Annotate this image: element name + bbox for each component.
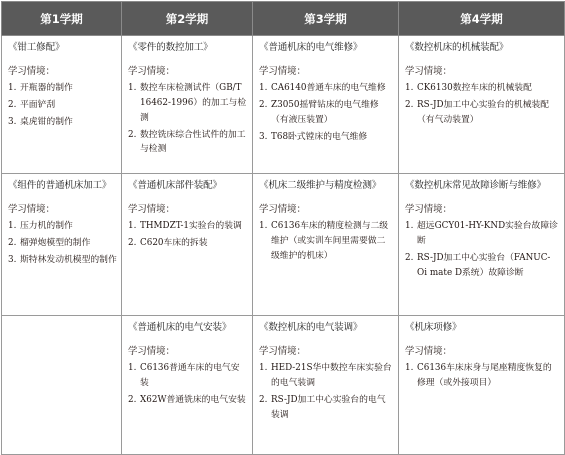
learning-context-label: 学习情境：: [259, 345, 306, 357]
header-semester-3: 第3学期: [253, 2, 399, 36]
item-number: 2.: [128, 394, 137, 405]
item-number: 3.: [259, 131, 268, 142]
list-item: [128, 219, 248, 234]
item-number: 1.: [128, 363, 137, 374]
curriculum-table: [1, 1, 565, 455]
header-row: [2, 2, 565, 36]
learning-context-list: [128, 219, 248, 251]
item-number: 3.: [8, 254, 17, 265]
course-cell: [399, 174, 565, 316]
item-text: T68卧式镗床的电气维修: [271, 131, 368, 142]
course-title: 《组件的普通机床加工》: [8, 180, 112, 191]
course-title: 《数控机床常见故障诊断与维修》: [405, 180, 546, 191]
item-text: 数控铣床综合性试件的加工与检测: [140, 129, 246, 155]
course-title: 《钳工修配》: [8, 42, 65, 53]
learning-context-label: 学习情境：: [8, 203, 55, 215]
item-text: 平面铲刮: [20, 99, 56, 110]
learning-context-list: [405, 219, 560, 280]
item-number: 2.: [259, 99, 268, 110]
item-number: 2.: [128, 237, 137, 248]
table-row: [2, 36, 565, 174]
item-number: 1.: [259, 83, 268, 94]
course-title: 《普通机床部件装配》: [128, 180, 222, 191]
course-cell: [2, 174, 122, 316]
learning-context-label: 学习情境：: [259, 203, 306, 215]
learning-context-list: [405, 81, 560, 127]
table-body: [2, 36, 565, 455]
course-title: 《数控机床的电气装调》: [259, 322, 363, 333]
item-number: 1.: [405, 221, 414, 232]
course-title: 《机床项修》: [405, 322, 462, 333]
course-cell: [399, 316, 565, 455]
course-cell: [122, 316, 253, 455]
course-cell: [2, 36, 122, 174]
list-item: [405, 251, 560, 281]
item-text: X62W普通铣床的电气安装: [140, 394, 246, 405]
list-item: [259, 130, 394, 145]
learning-context-list: [8, 81, 117, 129]
item-number: 1.: [8, 221, 17, 232]
learning-context-label: 学习情境：: [259, 65, 306, 77]
item-number: 1.: [405, 363, 414, 374]
item-text: 数控车床检测试件（GB/T 16462-1996）的加工与检测: [140, 83, 247, 123]
item-text: 桌虎钳的制作: [20, 116, 73, 127]
item-number: 1.: [259, 221, 268, 232]
list-item: [405, 361, 560, 391]
item-text: C6136普通车床的电气安装: [140, 363, 240, 388]
item-text: 开瓶器的制作: [20, 83, 73, 94]
item-number: 2.: [259, 394, 268, 405]
item-text: 斯特林发动机模型的制作: [20, 254, 117, 265]
list-item: [128, 128, 248, 158]
list-item: [128, 361, 248, 391]
list-item: [8, 219, 117, 234]
item-number: 1.: [8, 83, 17, 94]
list-item: [8, 115, 117, 130]
list-item: [128, 81, 248, 125]
list-item: [259, 361, 394, 391]
learning-context-label: 学习情境：: [128, 65, 175, 77]
learning-context-label: 学习情境：: [128, 203, 175, 215]
list-item: [259, 98, 394, 128]
item-text: CA6140普通车床的电气维修: [271, 83, 386, 94]
course-cell: [122, 174, 253, 316]
course-cell: [253, 36, 399, 174]
list-item: [8, 98, 117, 113]
learning-context-list: [259, 219, 394, 263]
item-number: 2.: [8, 99, 17, 110]
list-item: [128, 236, 248, 251]
item-text: C620车床的拆装: [140, 237, 208, 248]
course-cell: [253, 316, 399, 455]
item-text: 压力机的制作: [20, 221, 73, 232]
learning-context-label: 学习情境：: [128, 345, 175, 357]
list-item: [8, 253, 117, 268]
item-number: 1.: [259, 363, 268, 374]
learning-context-list: [259, 81, 394, 144]
header-semester-4: 第4学期: [399, 2, 565, 36]
course-cell: [253, 174, 399, 316]
learning-context-list: [128, 81, 248, 157]
item-number: 1.: [405, 83, 414, 94]
learning-context-list: [259, 361, 394, 422]
course-title: 《普通机床的电气安装》: [128, 322, 232, 333]
list-item: [405, 98, 560, 128]
course-title: 《普通机床的电气维修》: [259, 42, 363, 53]
item-text: RS-JD加工中心实验台的电气装调: [271, 394, 386, 420]
item-number: 1.: [128, 83, 137, 94]
learning-context-list: [8, 219, 117, 267]
course-title: 《数控机床的机械装配》: [405, 42, 509, 53]
curriculum-table-container: [0, 1, 565, 454]
header-semester-2: 第2学期: [122, 2, 253, 36]
course-title: 《机床二级维护与精度检测》: [259, 180, 382, 191]
item-text: 榴弹炮模型的制作: [20, 237, 91, 248]
course-cell: [399, 36, 565, 174]
header-semester-1: 第1学期: [2, 2, 122, 36]
list-item: [405, 219, 560, 249]
list-item: [259, 393, 394, 423]
item-text: THMDZT-1实验台的装调: [140, 221, 242, 232]
item-number: 2.: [8, 237, 17, 248]
item-text: CK6130数控车床的机械装配: [417, 83, 532, 94]
learning-context-list: [405, 361, 560, 391]
course-title: 《零件的数控加工》: [128, 42, 213, 53]
item-number: 3.: [8, 116, 17, 127]
item-text: C6136车床的精度检测与二级维护（或实训车间里需要做二级维护的机床）: [271, 221, 389, 261]
learning-context-label: 学习情境：: [405, 203, 452, 215]
empty-cell: [2, 316, 122, 455]
list-item: [8, 81, 117, 96]
item-number: 2.: [405, 252, 414, 263]
item-number: 1.: [128, 221, 137, 232]
item-number: 2.: [128, 129, 137, 140]
item-text: HED-21S华中数控车床实验台的电气装调: [271, 363, 392, 388]
list-item: [128, 393, 248, 408]
learning-context-list: [128, 361, 248, 407]
item-text: Z3050摇臂钻床的电气维修（有液压装置）: [271, 99, 379, 125]
learning-context-label: 学习情境：: [405, 345, 452, 357]
item-text: C6136车床床身与尾座精度恢复的修理（或外接项目）: [417, 363, 552, 388]
learning-context-label: 学习情境：: [8, 65, 55, 77]
learning-context-label: 学习情境：: [405, 65, 452, 77]
course-cell: [122, 36, 253, 174]
item-text: 超远GCY01-HY-KND实验台故障诊断: [417, 221, 558, 246]
table-row: [2, 316, 565, 455]
list-item: [259, 81, 394, 96]
list-item: [259, 219, 394, 263]
table-row: [2, 174, 565, 316]
item-number: 2.: [405, 99, 414, 110]
item-text: RS-JD加工中心实验台的机械装配（有气动装置）: [417, 99, 550, 125]
list-item: [8, 236, 117, 251]
item-text: RS-JD加工中心实验台（FANUC-Oi mate D系统）故障诊断: [417, 252, 551, 278]
list-item: [405, 81, 560, 96]
